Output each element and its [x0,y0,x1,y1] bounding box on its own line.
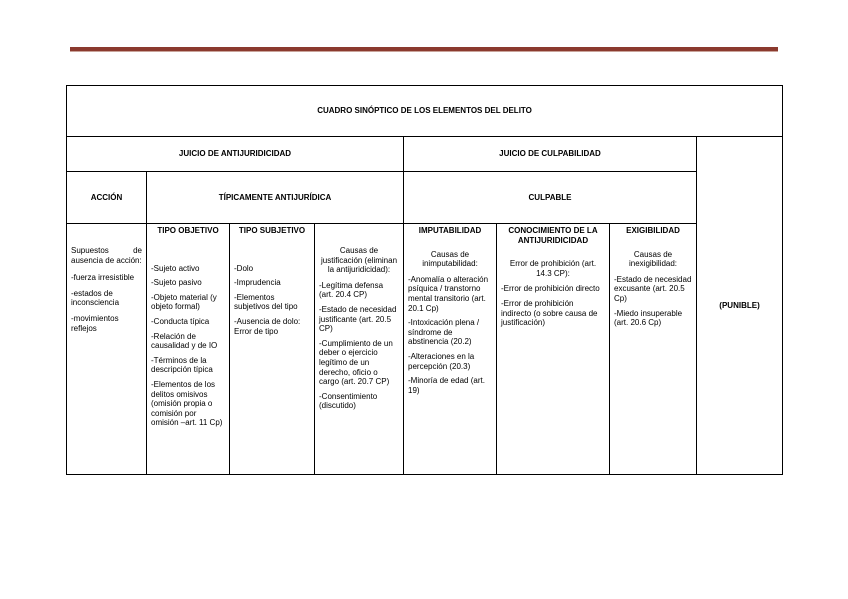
list-item: -Elementos subjetivos del tipo [234,292,298,312]
list-item: -Error de prohibición indirecto (o sobre causa de justificación) [501,298,598,328]
list-item: -Dolo [234,263,254,273]
header-rule [70,47,778,52]
accion-cell [67,224,147,475]
list-item: -Ausencia de dolo: Error de tipo [234,316,301,336]
list-item: -Conducta típica [151,316,210,326]
list-item: -Relación de causalidad y de IO [151,331,218,351]
juicio-antijuridicidad-header: JUICIO DE ANTIJURIDICIDAD [67,137,404,172]
list-item: -estados de inconsciencia [71,288,120,308]
list-item: -Minoría de edad (art. 19) [408,376,485,395]
list-item: -Estado de necesidad justificante (art. 20.5 CP) [319,304,397,334]
list-item: -movimientos reflejos [71,313,119,333]
list-item: -Sujeto activo [151,263,200,273]
imputabilidad-intro: Causas de inimputabilidad: [422,249,478,269]
exigibilidad-cell [610,224,697,475]
culpable-header: CULPABLE [404,172,697,224]
tipo-objetivo-header: TIPO OBJETIVO [157,226,219,235]
list-item: -Consentimiento (discutido) [319,391,378,411]
table-title: CUADRO SINÓPTICO DE LOS ELEMENTOS DEL DELITO [67,86,783,137]
exigibilidad-header: EXIGIBILIDAD [626,226,680,235]
justificacion-cell [315,224,404,475]
list-item: -Imprudencia [234,278,281,288]
synoptic-table [66,85,783,475]
accion-header: ACCIÓN [67,172,147,224]
tipo-subjetivo-header: TIPO SUBJETIVO [238,226,306,235]
justificacion-intro: Causas de justificación (eliminan la antijuridicidad): [320,246,398,275]
list-item: -Elementos de los delitos omisivos (omisión propia o comisión por omisión –art. 11 Cp) [151,379,223,428]
list-item: -Objeto material (y objeto formal) [151,292,217,312]
conocimiento-cell [497,224,610,475]
list-item: -Error de prohibición directo [501,284,600,294]
list-item: -Alteraciones en la percepción (20.3) [408,351,475,371]
tipo-subjetivo-cell [230,224,315,475]
conocimiento-intro: Error de prohibición (art. 14.3 CP): [509,259,597,278]
list-item: -Miedo insuperable (art. 20.6 Cp) [614,308,683,328]
list-item: -Anomalía o alteración psíquica / transtorno mental transitorio (art. 20.1 Cp) [408,274,489,313]
conocimiento-header: CONOCIMIENTO DE LA ANTIJURIDICIDAD [508,226,598,245]
list-item: -Legítima defensa (art. 20.4 CP) [319,280,384,300]
tipicamente-header: TÍPICAMENTE ANTIJURÍDICA [147,172,404,224]
exigibilidad-intro: Causas de inexigibilidad: [628,249,678,269]
punible-cell: (PUNIBLE) [697,137,783,475]
list-item: -Sujeto pasivo [151,278,202,288]
list-item: -Estado de necesidad excusante (art. 20.5 Cp) [614,274,692,303]
accion-intro: Supuestos de ausencia de acción: [71,246,142,265]
imputabilidad-cell [404,224,497,475]
imputabilidad-header: IMPUTABILIDAD [418,226,482,235]
list-item: -Intoxicación plena / síndrome de abstinencia (20.2) [408,318,480,347]
list-item: -Términos de la descripción típica [151,355,213,375]
juicio-culpabilidad-header: JUICIO DE CULPABILIDAD [404,137,697,172]
list-item: -fuerza irresistible [71,273,135,283]
list-item: -Cumplimiento de un deber o ejercicio legítimo de un derecho, oficio o cargo (art. 20.7 CP) [319,338,393,387]
tipo-objetivo-cell [147,224,230,475]
